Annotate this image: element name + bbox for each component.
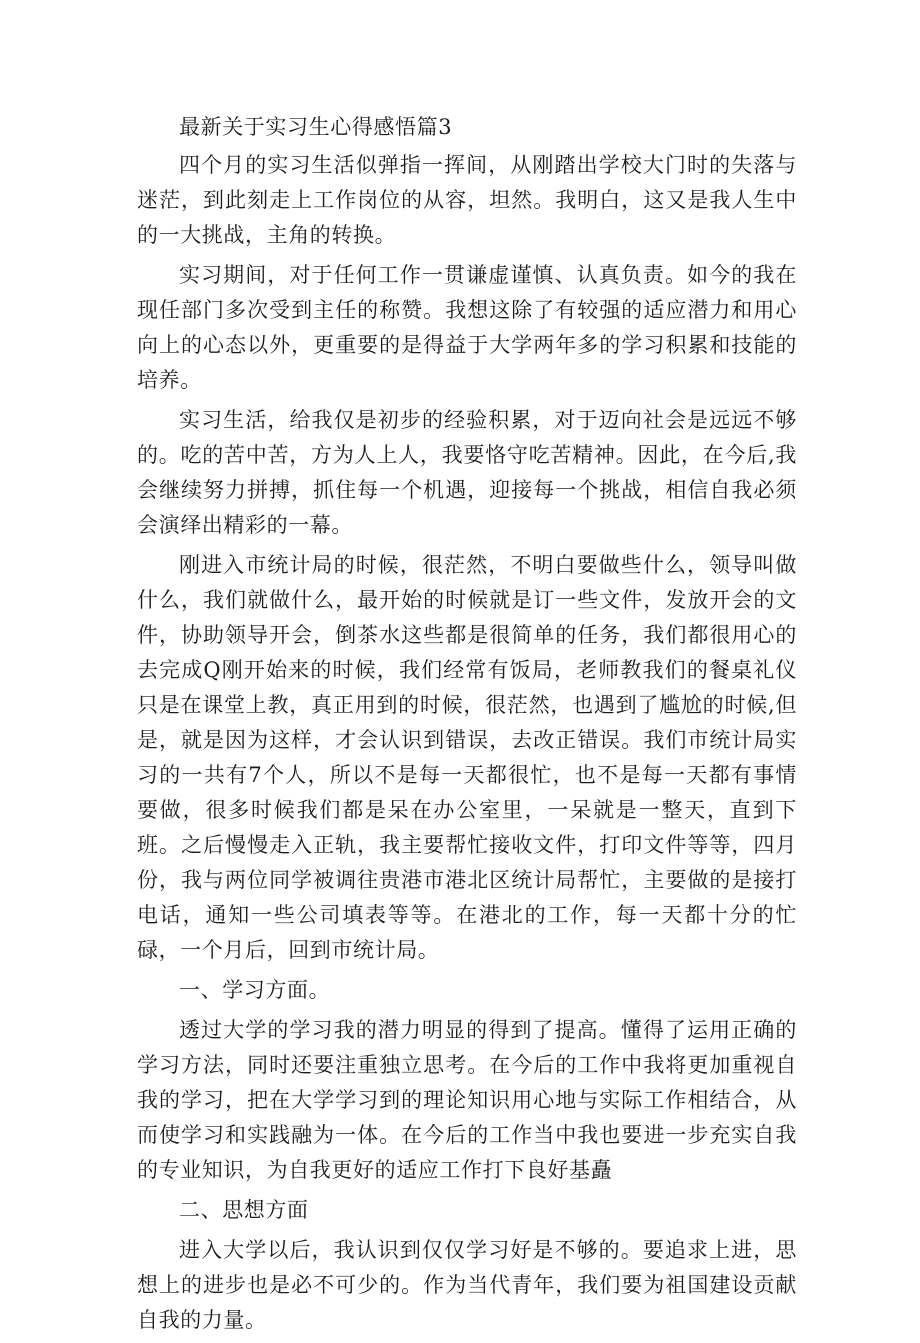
section-text-study: 透过大学的学习我的潜力明显的得到了提高。懂得了运用正确的学习方法，同时还要注重独立思考。在今后的工作中我将更加重视自我的学习，把在大学学习到的理论知识用心地与实际工作相结合，从而使学习和实践融为一体。在今后的工作当中我也要进一步充实自我的专业知识，为自我更好的适应工作打下良好基矗 — [137, 1018, 797, 1182]
document-title: 最新关于实习生心得感悟篇3 — [179, 115, 453, 139]
paragraph-2: 实习期间，对于任何工作一贯谦虚谨慎、认真负责。如今的我在现任部门多次受到主任的称赞。我想这除了有较强的适应潜力和用心向上的心态以外，更重要的是得益于大学两年多的学习积累和技能的培养。 — [137, 263, 797, 392]
document-body — [137, 110, 797, 1343]
paragraph-3: 实习生活，给我仅是初步的经验积累，对于迈向社会是远远不够的。吃的苦中苦，方为人上人，我要恪守吃苦精神。因此，在今后,我会继续努力拼搏，抓住每一个机遇，迎接每一个挑战，相信自我必须会演绎出精彩的一幕。 — [137, 408, 797, 537]
paragraph-1: 四个月的实习生活似弹指一挥间，从刚踏出学校大门时的失落与迷茫，到此刻走上工作岗位的从容，坦然。我明白，这又是我人生中的一大挑战，主角的转换。 — [137, 153, 797, 247]
section-heading-thought: 二、思想方面 — [179, 1198, 309, 1222]
paragraph-4: 刚进入市统计局的时候，很茫然，不明白要做些什么，领导叫做什么，我们就做什么，最开始的时候就是订一些文件，发放开会的文件，协助领导开会，倒茶水这些都是很简单的任务，我们都很用心的去完成Q刚开始来的时候，我们经常有饭局，老师教我们的餐桌礼仪只是在课堂上教，真正用到的时候，很茫然，也遇到了尴尬的时候,但是，就是因为这样，才会认识到错误，去改正错误。我们市统计局实习的一共有7个人，所以不是每一天都很忙，也不是每一天都有事情要做，很多时候我们都是呆在办公室里，一呆就是一整天，直到下班。之后慢慢走入正轨，我主要帮忙接收文件，打印文件等等，四月份，我与两位同学被调往贵港市港北区统计局帮忙，主要做的是接打电话，通知一些公司填表等等。在港北的工作，每一天都十分的忙碌，一个月后，回到市统计局。 — [137, 553, 797, 962]
section-heading-study: 一、学习方面。 — [179, 978, 331, 1002]
section-text-thought: 进入大学以后，我认识到仅仅学习好是不够的。要追求上进，思想上的进步也是必不可少的。作为当代青年，我们要为祖国建设贡献自我的力量。 — [137, 1238, 797, 1332]
